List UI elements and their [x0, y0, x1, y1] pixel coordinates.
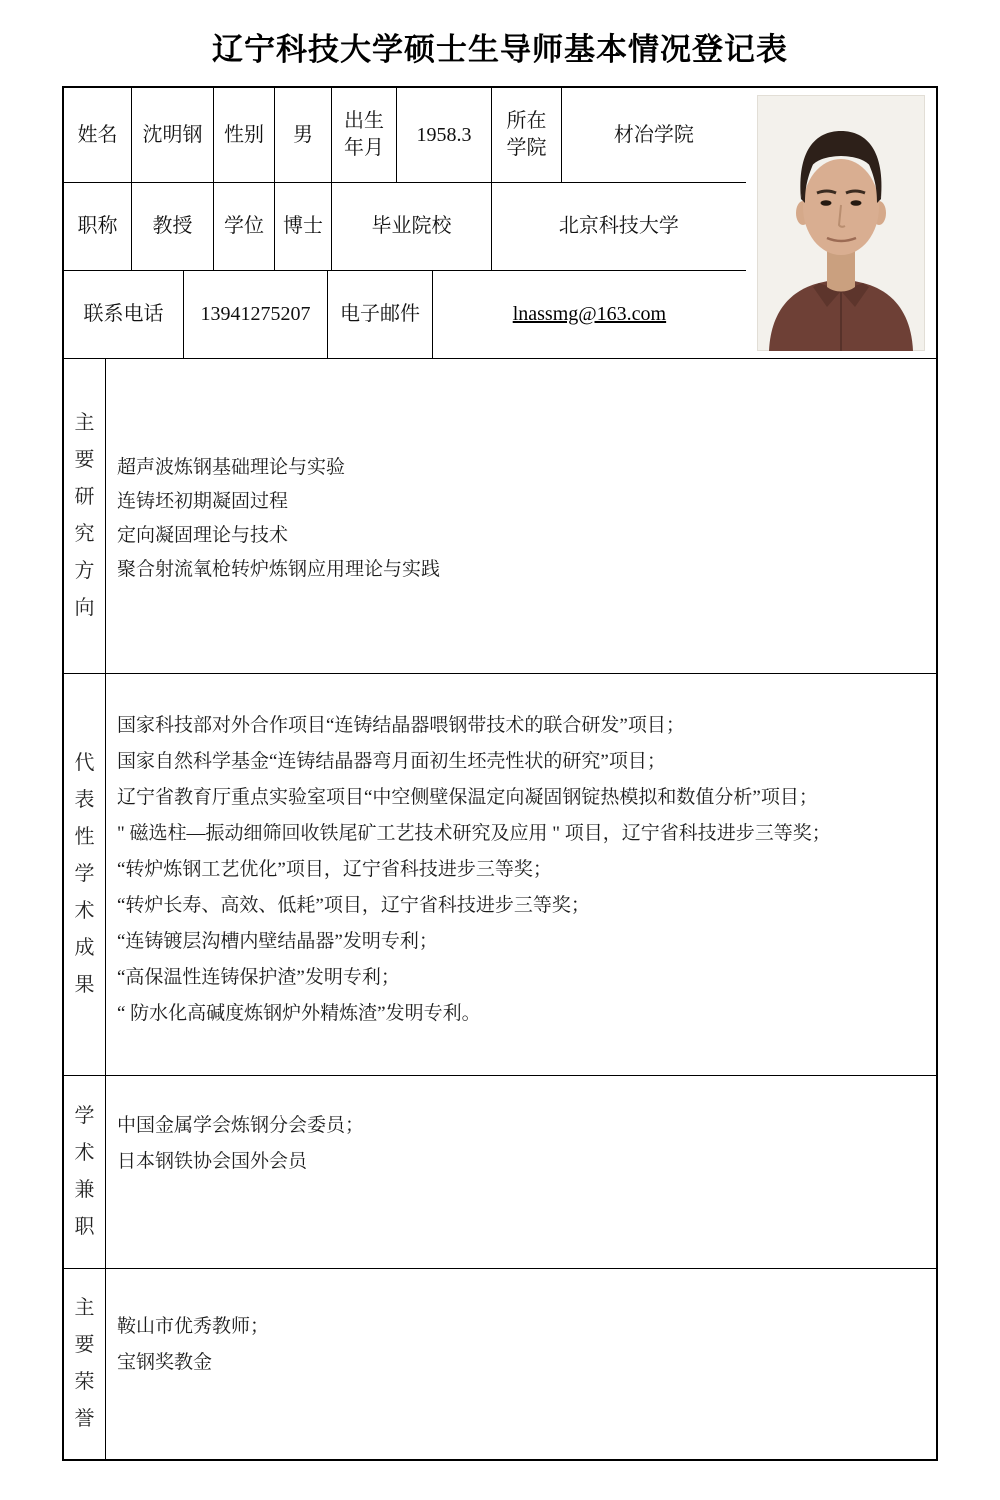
honors-lines: [106, 1269, 936, 1459]
memberships-lines: [106, 1076, 936, 1268]
degree-label-cell: 学位: [214, 183, 275, 270]
content-line: 连铸坯初期凝固过程: [117, 491, 289, 512]
content-line: 聚合射流氧枪转炉炼钢应用理论与实践: [117, 559, 441, 580]
achievements-section-label: 代表性学术成果: [74, 752, 95, 996]
birth-label-cell: [332, 88, 397, 182]
content-line: “高保温性连铸保护渣”发明专利；: [117, 967, 400, 988]
photo-cell: [746, 88, 936, 358]
content-line: 定向凝固理论与技术: [117, 525, 289, 546]
content-line: “连铸镀层沟槽内壁结晶器”发明专利；: [117, 931, 438, 952]
research-lines: [106, 359, 936, 673]
honors-section-label: 主要荣誉: [74, 1297, 95, 1430]
section-label-cell: [64, 1076, 106, 1268]
email-value-cell: [433, 271, 746, 358]
gender-value-cell: 男: [275, 88, 332, 182]
form-title: 辽宁科技大学硕士生导师基本情况登记表: [212, 32, 788, 67]
section-honors: [64, 1269, 936, 1459]
college-label-cell: [492, 88, 562, 182]
jobtitle-value-cell: 教授: [132, 183, 214, 270]
section-memberships: [64, 1076, 936, 1269]
content-line: 中国金属学会炼钢分会委员；: [117, 1115, 365, 1136]
phone-label-cell: 联系电话: [64, 271, 184, 358]
content-line: “转炉炼钢工艺优化”项目，辽宁省科技进步三等奖；: [117, 859, 552, 880]
content-line: 鞍山市优秀教师；: [117, 1316, 270, 1337]
content-line: “ 防水化高碱度炼钢炉外精炼渣”发明专利。: [117, 1003, 481, 1024]
table-row: [64, 88, 746, 183]
content-line: " 磁选柱—振动细筛回收铁尾矿工艺技术研究及应用 " 项目，辽宁省科技进步三等奖；: [117, 823, 831, 844]
form-table: [62, 86, 938, 1461]
email-link[interactable]: lnassmg@163.com: [512, 303, 667, 325]
degree-value-cell: 博士: [275, 183, 332, 270]
basic-info-rows: [64, 88, 746, 358]
content-line: 国家自然科学基金“连铸结晶器弯月面初生坯壳性状的研究”项目；: [117, 751, 666, 772]
basic-info-block: [64, 88, 936, 359]
phone-value-cell: 13941275207: [184, 271, 328, 358]
research-section-label: 主要研究方向: [74, 412, 95, 619]
gender-label-cell: 性别: [214, 88, 275, 182]
section-achievements: [64, 674, 936, 1076]
content-line: 辽宁省教育厅重点实验室项目“中空侧壁保温定向凝固钢锭热模拟和数值分析”项目；: [117, 787, 818, 808]
content-line: 超声波炼钢基础理论与实验: [117, 457, 346, 478]
section-label-cell: [64, 674, 106, 1075]
content-line: 国家科技部对外合作项目“连铸结晶器喂钢带技术的联合研发”项目；: [117, 715, 685, 736]
content-line: 宝钢奖教金: [117, 1352, 213, 1373]
memberships-section-label: 学术兼职: [74, 1105, 95, 1238]
achievements-lines: [106, 674, 936, 1075]
table-row: [64, 271, 746, 358]
birth-label: 出生年月: [344, 110, 384, 159]
section-label-cell: [64, 359, 106, 673]
table-row: [64, 183, 746, 271]
school-label-cell: 毕业院校: [332, 183, 492, 270]
content-line: 日本钢铁协会国外会员: [117, 1151, 308, 1172]
college-label: 所在学院: [506, 110, 547, 159]
content-line: “转炉长寿、高效、低耗”项目，辽宁省科技进步三等奖；: [117, 895, 590, 916]
name-label-cell: 姓名: [64, 88, 132, 182]
section-research: [64, 359, 936, 674]
jobtitle-label-cell: 职称: [64, 183, 132, 270]
name-value-cell: 沈明钢: [132, 88, 214, 182]
college-value-cell: 材冶学院: [613, 123, 694, 146]
section-label-cell: [64, 1269, 106, 1459]
birth-value-cell: 1958.3: [397, 88, 492, 182]
email-label-cell: 电子邮件: [328, 271, 433, 358]
school-value-cell: 北京科技大学: [558, 215, 679, 237]
portrait-photo: [757, 95, 925, 351]
